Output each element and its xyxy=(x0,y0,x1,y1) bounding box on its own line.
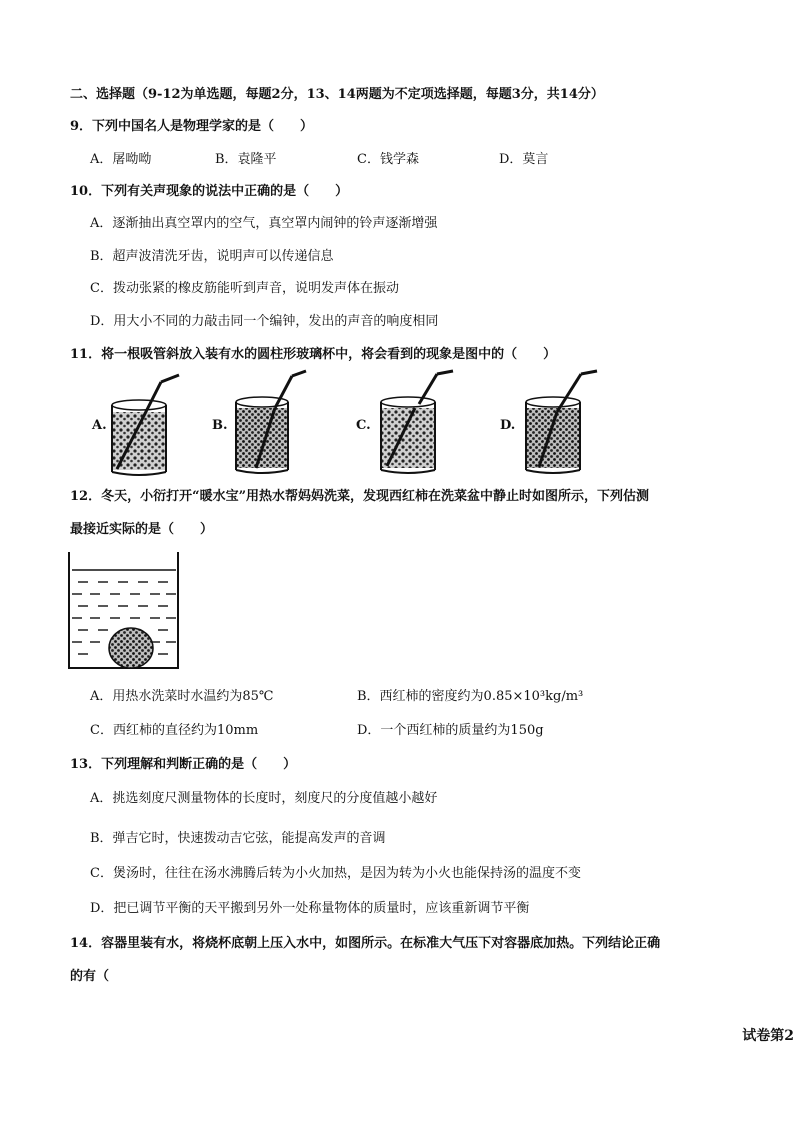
section-heading: 二、选择题（9-12为单选题，每题2分，13、14两题为不定项选择题，每题3分，共14分） xyxy=(70,87,604,102)
question-9-option-d: D．莫言 xyxy=(499,152,549,167)
question-13-option-b: B．弹吉它时，快速拨动吉它弦，能提高发声的音调 xyxy=(90,831,386,846)
question-10-option-a: A．逐渐抽出真空罩内的空气，真空罩内闹钟的铃声逐渐增强 xyxy=(90,216,438,231)
question-11-option-d-label: D. xyxy=(500,418,516,433)
question-9-option-c: C．钱学森 xyxy=(357,152,419,167)
cup-b-figure xyxy=(230,368,310,478)
question-13-option-c: C．煲汤时，往往在汤水沸腾后转为小火加热，是因为转为小火也能保持汤的温度不变 xyxy=(90,866,581,881)
question-12-option-d: D．一个西红柿的质量约为150g xyxy=(357,723,544,738)
question-10-option-b: B．超声波清洗牙齿，说明声可以传递信息 xyxy=(90,249,334,264)
cup-a-figure xyxy=(105,372,185,478)
question-13-option-a: A．挑选刻度尺测量物体的长度时，刻度尺的分度值越小越好 xyxy=(90,791,438,806)
page-footer: 试卷第2 xyxy=(742,1028,794,1044)
question-11-option-b-label: B. xyxy=(212,418,228,433)
question-11-stem: 11．将一根吸管斜放入装有水的圆柱形玻璃杯中，将会看到的现象是图中的（ ） xyxy=(70,347,557,362)
question-10-option-d: D．用大小不同的力敲击同一个编钟，发出的声音的响度相同 xyxy=(90,314,439,329)
question-14-stem-line-1: 14．容器里装有水，将烧杯底朝上压入水中，如图所示。在标准大气压下对容器底加热。下列结论正确 xyxy=(70,936,661,951)
question-9-stem: 9．下列中国名人是物理学家的是（ ） xyxy=(70,119,314,134)
tomato-basin-figure xyxy=(66,550,186,672)
question-12-stem-line-1: 12．冬天，小衍打开“暖水宝”用热水帮妈妈洗菜，发现西红柿在洗菜盆中静止时如图所示，下列估测 xyxy=(70,489,650,504)
question-10-stem: 10．下列有关声现象的说法中正确的是（ ） xyxy=(70,184,349,199)
question-11-option-a-label: A. xyxy=(92,418,107,433)
question-13-option-d: D．把已调节平衡的天平搬到另外一处称量物体的质量时，应该重新调节平衡 xyxy=(90,901,530,916)
question-12-option-b: B．西红柿的密度约为0.85×10³kg/m³ xyxy=(357,689,584,704)
question-12-stem-line-2: 最接近实际的是（ ） xyxy=(70,522,214,537)
question-9-options xyxy=(0,151,794,169)
question-10-option-c: C．拨动张紧的橡皮筋能听到声音，说明发声体在振动 xyxy=(90,281,399,296)
question-9-option-b: B．袁隆平 xyxy=(215,152,277,167)
question-12-option-a: A．用热水洗菜时水温约为85℃ xyxy=(90,689,274,704)
cup-d-figure xyxy=(517,368,602,478)
cup-c-figure xyxy=(373,368,458,478)
question-9-option-a: A．屠呦呦 xyxy=(90,152,152,167)
question-11-option-c-label: C. xyxy=(356,418,371,433)
question-12-option-c: C．西红柿的直径约为10mm xyxy=(90,723,259,738)
question-13-stem: 13．下列理解和判断正确的是（ ） xyxy=(70,757,297,772)
question-14-stem-line-2: 的有（ xyxy=(70,969,110,984)
